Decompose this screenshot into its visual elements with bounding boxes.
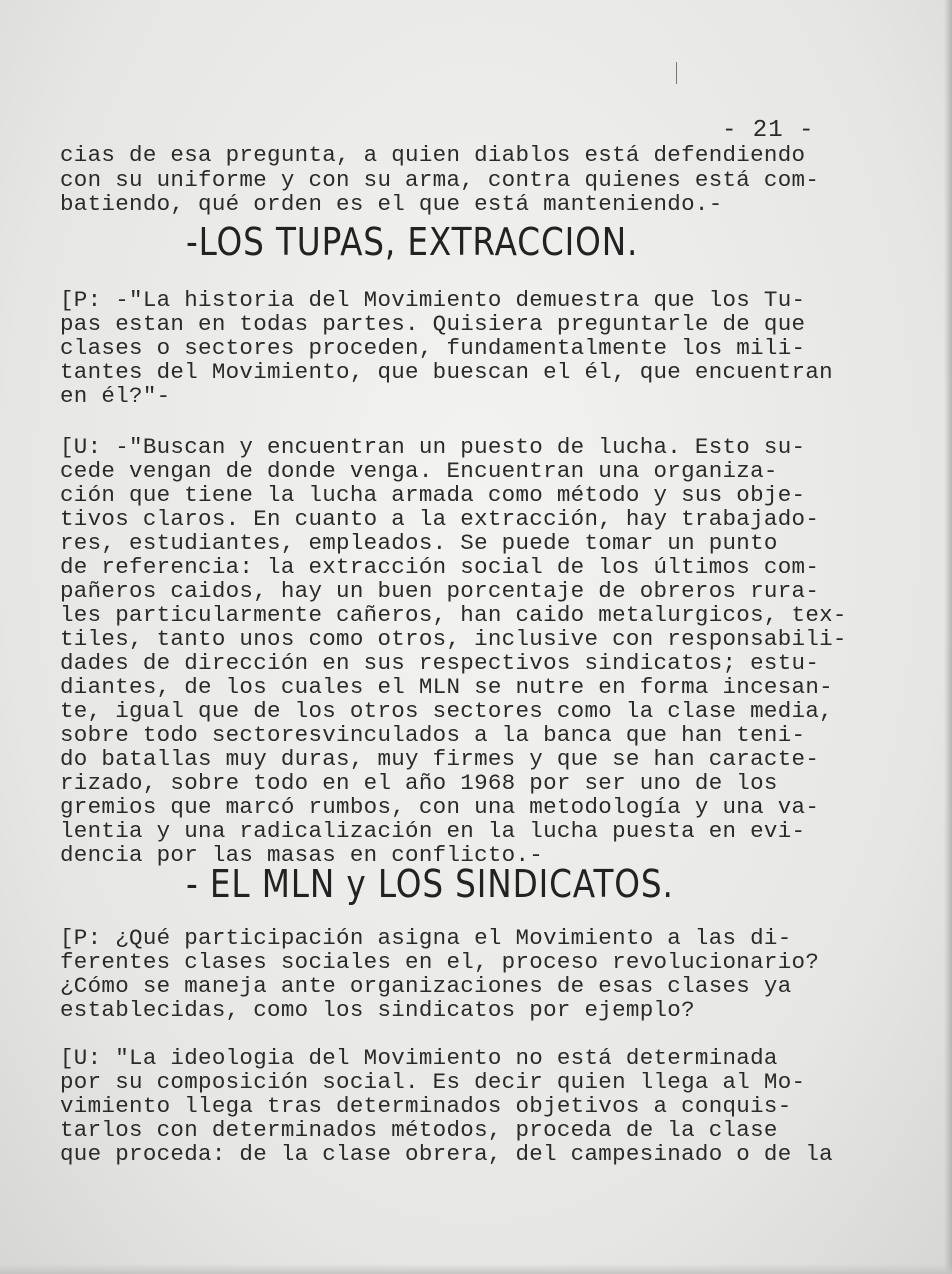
answer-line: pañeros caidos, hay un buen porcentaje de obreros rura-	[60, 578, 820, 604]
answer-line: de referencia: la extracción social de los últimos com-	[60, 554, 820, 580]
question-line: establecidas, como los sindicatos por ejemplo?	[60, 997, 695, 1023]
question-line: en él?"-	[60, 383, 171, 409]
page-edge-shadow-bottom	[0, 1264, 952, 1274]
section-heading-tupas-extraccion: -LOS TUPAS, EXTRACCION.	[186, 220, 639, 264]
question-line: [P: ¿Qué participación asigna el Movimiento a las di-	[60, 925, 792, 951]
question-line: pas estan en todas partes. Quisiera preguntarle de que	[60, 311, 806, 337]
answer-line: por su composición social. Es decir quien llega al Mo-	[60, 1069, 806, 1095]
page-edge-shadow	[944, 0, 952, 1274]
answer-line: res, estudiantes, empleados. Se puede tomar un punto	[60, 530, 778, 556]
answer-line: lentia y una radicalización en la lucha puesta en evi-	[60, 818, 806, 844]
answer-line: te, igual que de los otros sectores como la clase media,	[60, 698, 833, 724]
answer-line: que proceda: de la clase obrera, del campesinado o de la	[60, 1141, 833, 1167]
answer-line: tivos claros. En cuanto a la extracción, hay trabajado-	[60, 506, 820, 532]
question-line: [P: -"La historia del Movimiento demuestra que los Tu-	[60, 287, 806, 313]
page-number: - 21 -	[722, 117, 815, 144]
answer-line: tiles, tanto unos como otros, inclusive con responsabili-	[60, 626, 847, 652]
text-line: cias de esa pregunta, a quien diablos está defendiendo	[60, 142, 806, 168]
pencil-mark	[676, 62, 677, 84]
answer-line: dencia por las masas en conflicto.-	[60, 842, 544, 868]
answer-line: ción que tiene la lucha armada como método y sus obje-	[60, 482, 806, 508]
answer-line: [U: "La ideologia del Movimiento no está determinada	[60, 1045, 778, 1071]
answer-line: sobre todo sectoresvinculados a la banca que han teni-	[60, 722, 806, 748]
answer-line: cede vengan de donde venga. Encuentran una organiza-	[60, 458, 778, 484]
answer-line: les particularmente cañeros, han caido metalurgicos, tex-	[60, 602, 847, 628]
answer-line: vimiento llega tras determinados objetivos a conquis-	[60, 1093, 792, 1119]
answer-line: diantes, de los cuales el MLN se nutre en forma incesan-	[60, 674, 833, 700]
question-line: ¿Cómo se maneja ante organizaciones de esas clases ya	[60, 973, 792, 999]
answer-line: dades de dirección en sus respectivos sindicatos; estu-	[60, 650, 820, 676]
answer-line: tarlos con determinados métodos, proceda de la clase	[60, 1117, 778, 1143]
text-line: con su uniforme y con su arma, contra quienes está com-	[60, 167, 820, 193]
answer-line: [U: -"Buscan y encuentran un puesto de lucha. Esto su-	[60, 434, 806, 460]
answer-line: rizado, sobre todo en el año 1968 por ser uno de los	[60, 770, 778, 796]
answer-line: do batallas muy duras, muy firmes y que se han caracte-	[60, 746, 820, 772]
question-line: clases o sectores proceden, fundamentalmente los mili-	[60, 335, 806, 361]
text-line: batiendo, qué orden es el que está manteniendo.-	[60, 191, 723, 217]
answer-line: gremios que marcó rumbos, con una metodología y una va-	[60, 794, 820, 820]
section-heading-mln-sindicatos: - EL MLN y LOS SINDICATOS.	[186, 862, 674, 906]
question-line: ferentes clases sociales en el, proceso revolucionario?	[60, 949, 820, 975]
question-line: tantes del Movimiento, que buescan el él, que encuentran	[60, 359, 833, 385]
